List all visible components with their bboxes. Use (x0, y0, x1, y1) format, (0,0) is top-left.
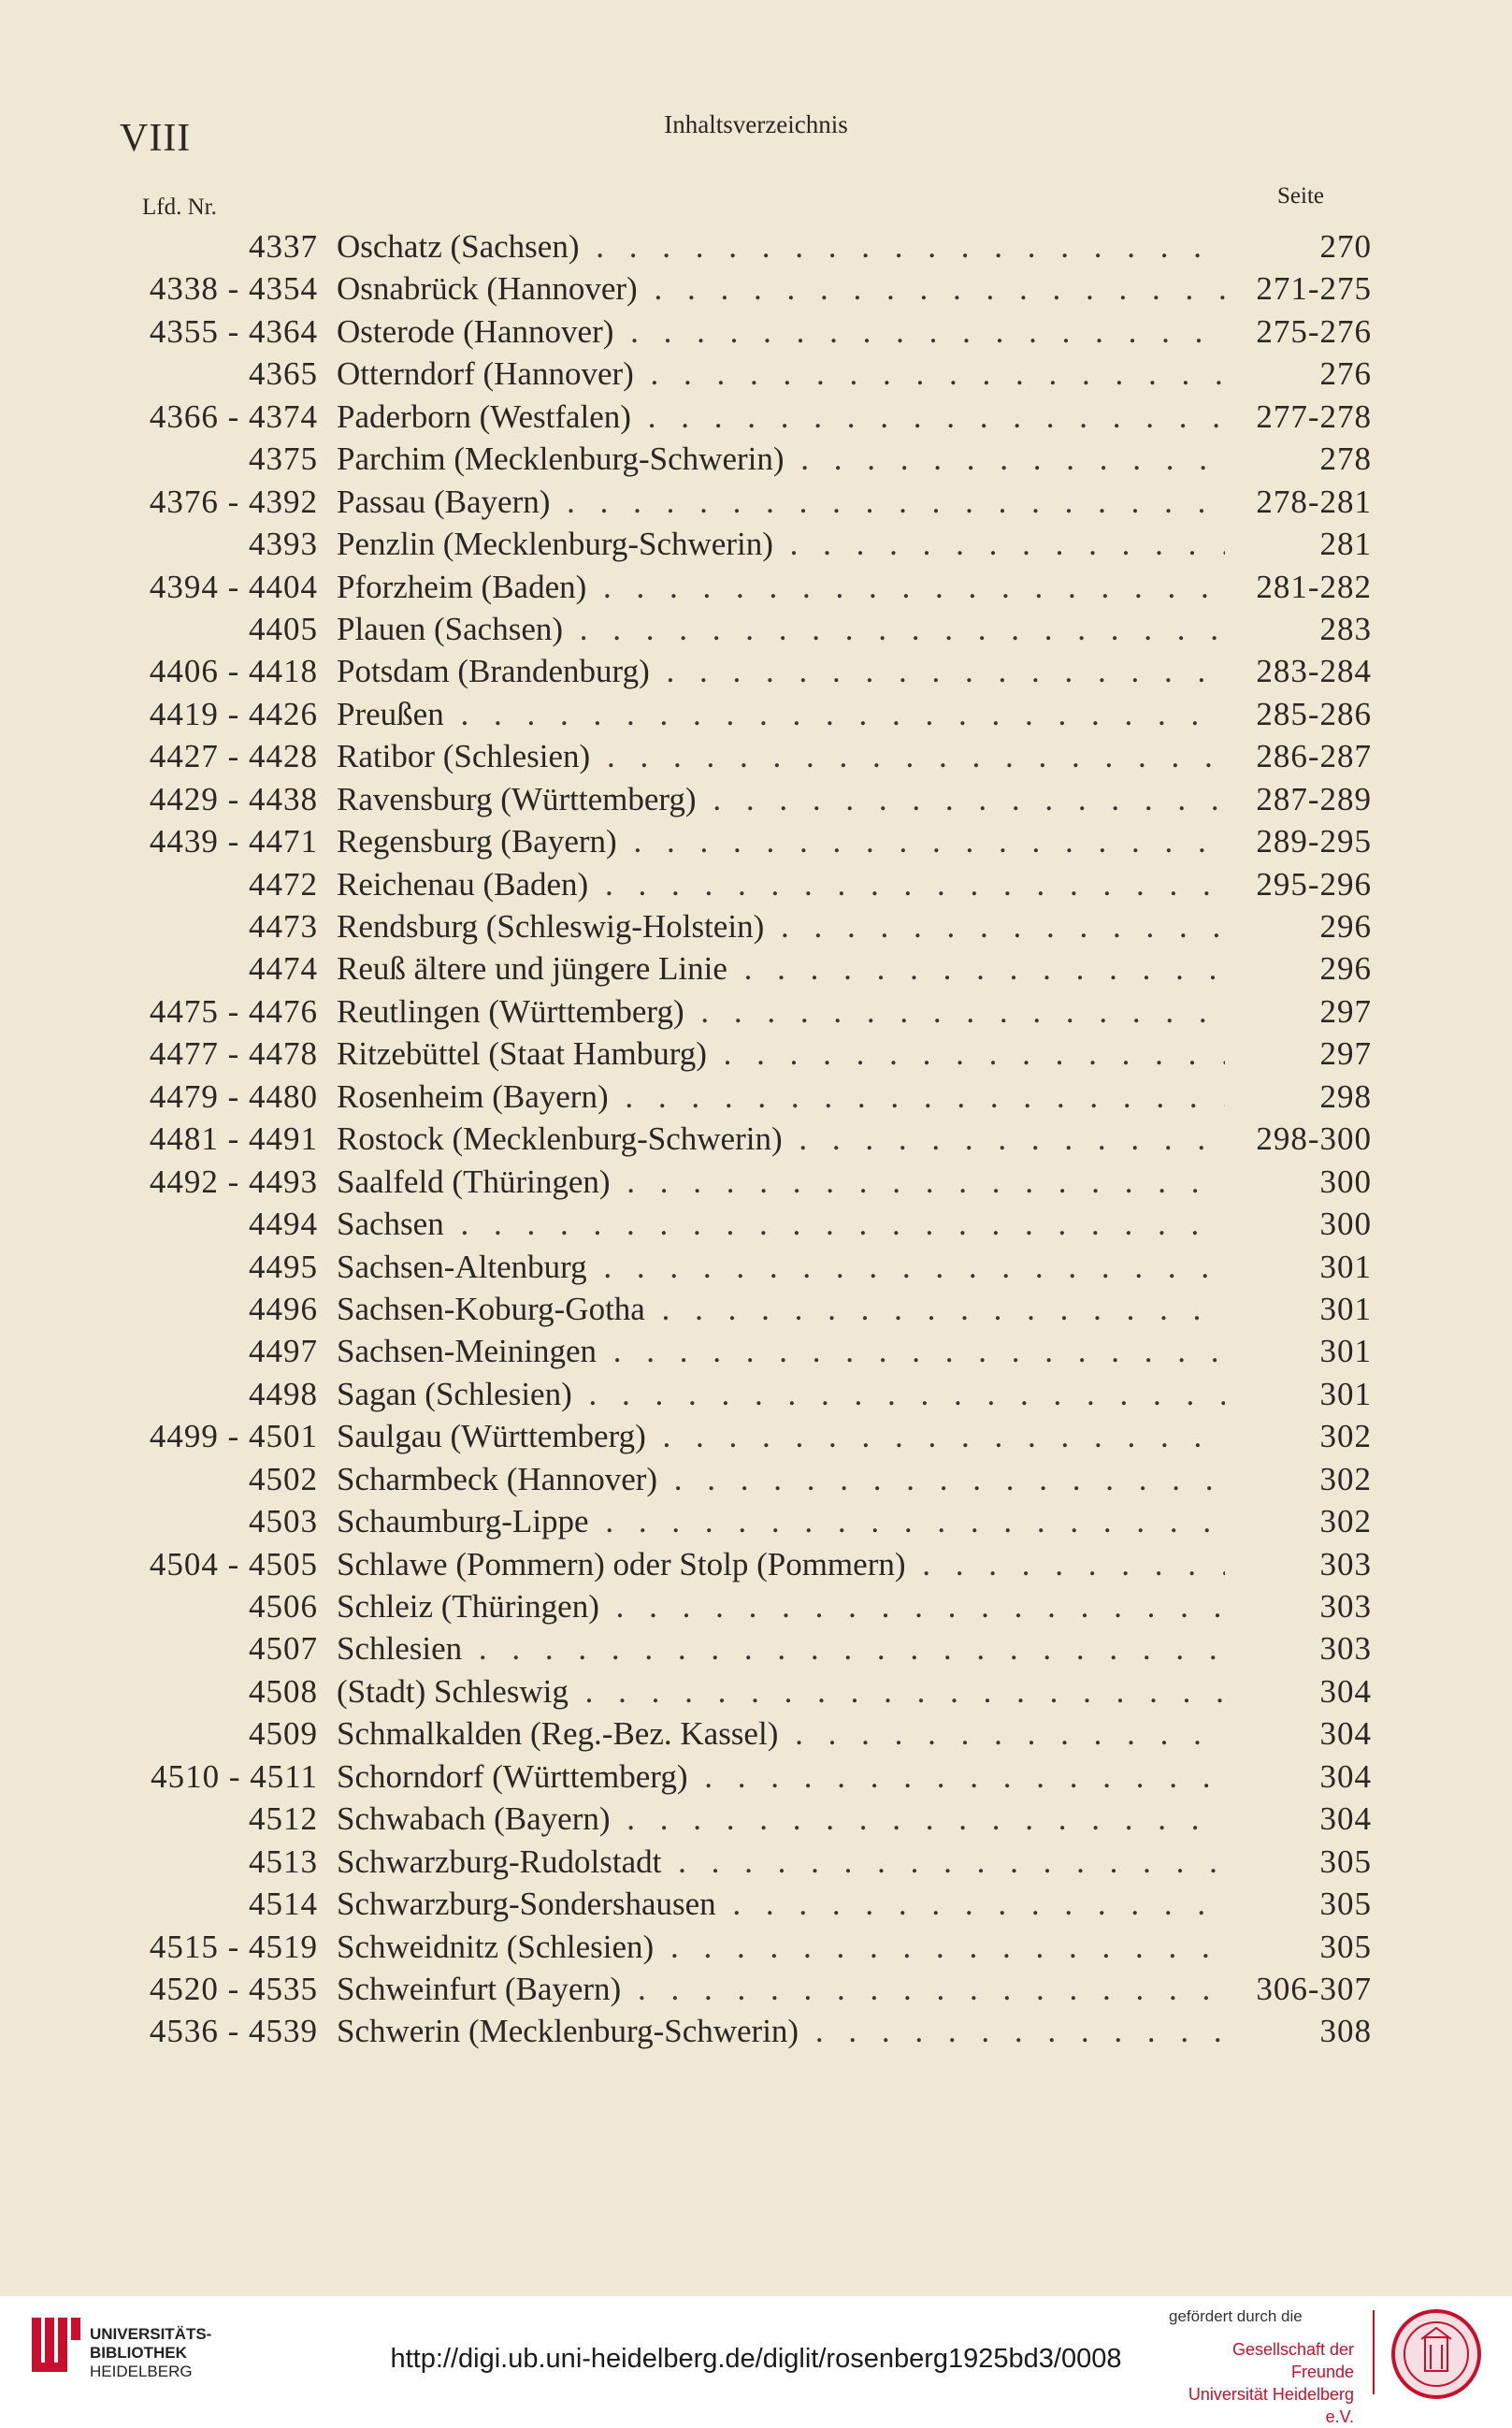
entry-page: 297 (1319, 992, 1372, 1030)
entry-number: 4427 - 4428 (149, 738, 318, 775)
entry-number: 4499 - 4501 (149, 1418, 318, 1455)
entry-name: Reutlingen (Württemberg) . . . (337, 993, 1225, 1031)
entry-name: Sagan (Schlesien) . . . (337, 1376, 1225, 1413)
toc-entry (0, 1418, 1512, 1460)
entry-number: 4496 (249, 1290, 318, 1327)
entry-name: Schlesien . . . (337, 1630, 1225, 1668)
entry-page: 275-276 (1256, 312, 1372, 350)
entry-page: 276 (1319, 355, 1372, 393)
entry-number: 4429 - 4438 (149, 780, 318, 817)
running-head: Inhaltsverzeichnis (664, 110, 848, 138)
entry-page: 298-300 (1256, 1120, 1372, 1158)
toc-entry (0, 1929, 1512, 1971)
sponsor-label: gefördert durch die (1169, 2307, 1303, 2325)
entry-number: 4515 - 4519 (149, 1928, 318, 1965)
entry-name: Passau (Bayern) . . . (337, 484, 1225, 521)
university-seal-icon (1390, 2307, 1483, 2401)
entry-page: 278-281 (1256, 483, 1372, 520)
entry-number: 4497 (249, 1333, 318, 1370)
entry-name: Schwarzburg-Rudolstadt . . . (337, 1843, 1225, 1881)
entry-number: 4513 (249, 1843, 318, 1880)
entry-page: 298 (1319, 1077, 1372, 1115)
toc-entry (0, 1971, 1512, 2013)
entry-name: Osnabrück (Hannover) . . . (337, 270, 1225, 308)
entry-number: 4481 - 4491 (149, 1120, 318, 1158)
entry-name: Potsdam (Brandenburg) . . . (337, 653, 1225, 690)
entry-number: 4393 (249, 526, 318, 563)
entry-page: 303 (1319, 1545, 1372, 1583)
entry-number: 4366 - 4374 (149, 397, 318, 435)
entry-number: 4474 (249, 950, 318, 988)
entry-page: 304 (1319, 1715, 1372, 1753)
toc-entry (0, 653, 1512, 695)
toc-entry (0, 1843, 1512, 1886)
entry-name: Ratibor (Schlesien) . . . (337, 738, 1225, 775)
entry-page: 305 (1319, 1843, 1372, 1880)
toc-entry (0, 696, 1512, 738)
entry-page: 278 (1319, 441, 1372, 478)
entry-page: 303 (1319, 1588, 1372, 1625)
entry-page: 283-284 (1256, 653, 1372, 690)
toc-entry (0, 1715, 1512, 1757)
entry-number: 4439 - 4471 (149, 823, 318, 860)
toc-entry (0, 1758, 1512, 1800)
sponsor-line-2: Universität Heidelberg e.V. (1188, 2385, 1354, 2426)
entry-name: Rosenheim (Bayern) . . . (337, 1078, 1225, 1116)
entry-name: Penzlin (Mecklenburg-Schwerin) . . . (337, 526, 1225, 563)
entry-page: 300 (1319, 1163, 1372, 1200)
toc-entry (0, 1120, 1512, 1163)
entry-number: 4338 - 4354 (149, 270, 318, 308)
entry-number: 4502 (249, 1460, 318, 1497)
toc-entry (0, 526, 1512, 568)
page-number: VIII (120, 117, 192, 160)
toc-entry (0, 1333, 1512, 1375)
entry-page: 286-287 (1256, 738, 1372, 775)
entry-name: Scharmbeck (Hannover) . . . (337, 1461, 1225, 1498)
entry-number: 4495 (249, 1248, 318, 1285)
sponsor-line-1: Gesellschaft der Freunde (1231, 2340, 1354, 2381)
entry-name: Osterode (Hannover) . . . (337, 313, 1225, 351)
entry-number: 4504 - 4505 (149, 1545, 318, 1583)
entry-page: 304 (1319, 1757, 1372, 1795)
entry-name: Schwarzburg-Sondershausen . . . (337, 1886, 1225, 1923)
entry-number: 4520 - 4535 (149, 1970, 318, 2007)
entry-number: 4503 (249, 1503, 318, 1540)
entry-page: 277-278 (1256, 397, 1372, 435)
toc-entry (0, 1249, 1512, 1291)
entry-number: 4514 (249, 1886, 318, 1923)
entry-name: Rendsburg (Schleswig-Holstein) . . . (337, 908, 1225, 946)
toc-entry (0, 1035, 1512, 1077)
entry-page: 306-307 (1256, 1970, 1372, 2007)
toc-entry (0, 611, 1512, 653)
entry-number: 4508 (249, 1672, 318, 1710)
toc-entry (0, 228, 1512, 270)
entry-name: (Stadt) Schleswig . . . (337, 1673, 1225, 1711)
entry-page: 304 (1319, 1800, 1372, 1838)
entry-number: 4475 - 4476 (149, 992, 318, 1030)
entry-name: Schweidnitz (Schlesien) . . . (337, 1929, 1225, 1966)
entry-page: 302 (1319, 1503, 1372, 1540)
toc-entry (0, 1588, 1512, 1630)
entry-number: 4512 (249, 1800, 318, 1838)
entry-number: 4355 - 4364 (149, 312, 318, 350)
entry-name: Plauen (Sachsen) . . . (337, 611, 1225, 648)
toc-entry (0, 1376, 1512, 1418)
entry-number: 4492 - 4493 (149, 1163, 318, 1200)
entry-page: 300 (1319, 1206, 1372, 1243)
entry-name: Otterndorf (Hannover) . . . (337, 355, 1225, 393)
toc-entry (0, 781, 1512, 823)
entry-page: 296 (1319, 908, 1372, 945)
table-of-contents (0, 228, 1512, 2056)
entry-number: 4394 - 4404 (149, 568, 318, 605)
entry-name: Regensburg (Bayern) . . . (337, 823, 1225, 860)
toc-entry (0, 569, 1512, 611)
entry-page: 302 (1319, 1418, 1372, 1455)
entry-name: Ravensburg (Württemberg) . . . (337, 781, 1225, 818)
toc-entry (0, 1206, 1512, 1248)
toc-entry (0, 866, 1512, 908)
entry-page: 270 (1319, 228, 1372, 265)
entry-name: Rostock (Mecklenburg-Schwerin) . . . (337, 1120, 1225, 1158)
entry-number: 4376 - 4392 (149, 483, 318, 520)
toc-entry (0, 398, 1512, 441)
toc-entry (0, 908, 1512, 950)
entry-number: 4498 (249, 1375, 318, 1412)
toc-entry (0, 993, 1512, 1035)
entry-name: Pforzheim (Baden) . . . (337, 569, 1225, 606)
entry-number: 4536 - 4539 (149, 2013, 318, 2050)
toc-entry (0, 1886, 1512, 1928)
entry-page: 297 (1319, 1035, 1372, 1073)
library-line-2: BIBLIOTHEK (90, 2344, 187, 2362)
toc-entry (0, 1503, 1512, 1545)
entry-name: Reuß ältere und jüngere Linie . . . (337, 950, 1225, 988)
entry-page: 287-289 (1256, 780, 1372, 817)
entry-number: 4406 - 4418 (149, 653, 318, 690)
column-header-page: Seite (1277, 183, 1324, 209)
entry-page: 304 (1319, 1672, 1372, 1710)
entry-number: 4494 (249, 1206, 318, 1243)
entry-number: 4509 (249, 1715, 318, 1753)
toc-entry (0, 441, 1512, 483)
entry-page: 301 (1319, 1248, 1372, 1285)
toc-entry (0, 1291, 1512, 1333)
entry-name: Schlawe (Pommern) oder Stolp (Pommern) . . . (337, 1546, 1225, 1583)
entry-page: 289-295 (1256, 823, 1372, 860)
sponsor-name (1167, 2338, 1354, 2428)
entry-number: 4477 - 4478 (149, 1035, 318, 1073)
toc-entry (0, 1461, 1512, 1503)
toc-entry (0, 823, 1512, 865)
entry-page: 295-296 (1256, 865, 1372, 903)
entry-page: 296 (1319, 950, 1372, 988)
entry-page: 283 (1319, 610, 1372, 647)
entry-number: 4510 - 4511 (151, 1757, 318, 1795)
library-line-1: UNIVERSITÄTS- (90, 2325, 212, 2343)
entry-page: 301 (1319, 1333, 1372, 1370)
entry-number: 4506 (249, 1588, 318, 1625)
permalink-url[interactable]: http://digi.ub.uni-heidelberg.de/diglit/rosenberg1925bd3/0008 (390, 2344, 1122, 2374)
entry-page: 301 (1319, 1290, 1372, 1327)
entry-name: Reichenau (Baden) . . . (337, 866, 1225, 903)
entry-page: 285-286 (1256, 695, 1372, 732)
entry-name: Schwabach (Bayern) . . . (337, 1800, 1225, 1838)
entry-name: Schmalkalden (Reg.-Bez. Kassel) . . . (337, 1715, 1225, 1753)
entry-page: 308 (1319, 2013, 1372, 2050)
entry-name: Schaumburg-Lippe . . . (337, 1503, 1225, 1540)
toc-entry (0, 2013, 1512, 2055)
entry-name: Sachsen-Koburg-Gotha . . . (337, 1291, 1225, 1328)
entry-number: 4473 (249, 908, 318, 945)
entry-number: 4365 (249, 355, 318, 393)
entry-name: Ritzebüttel (Staat Hamburg) . . . (337, 1035, 1225, 1073)
entry-name: Saulgau (Württemberg) . . . (337, 1418, 1225, 1455)
entry-number: 4507 (249, 1630, 318, 1668)
entry-name: Saalfeld (Thüringen) . . . (337, 1163, 1225, 1201)
entry-name: Schorndorf (Württemberg) . . . (337, 1758, 1225, 1796)
entry-page: 305 (1319, 1928, 1372, 1965)
entry-page: 305 (1319, 1886, 1372, 1923)
entry-page: 303 (1319, 1630, 1372, 1668)
entry-name: Schwerin (Mecklenburg-Schwerin) . . . (337, 2013, 1225, 2050)
entry-number: 4479 - 4480 (149, 1077, 318, 1115)
toc-entry (0, 1078, 1512, 1120)
entry-page: 281 (1319, 526, 1372, 563)
toc-entry (0, 1163, 1512, 1206)
toc-entry (0, 313, 1512, 355)
entry-number: 4472 (249, 865, 318, 903)
entry-number: 4419 - 4426 (149, 695, 318, 732)
entry-number: 4405 (249, 610, 318, 647)
toc-entry (0, 1630, 1512, 1672)
toc-entry (0, 1800, 1512, 1843)
toc-entry (0, 1673, 1512, 1715)
entry-page: 301 (1319, 1375, 1372, 1412)
entry-page: 271-275 (1256, 270, 1372, 308)
sponsor-divider (1373, 2310, 1375, 2394)
entry-name: Preußen . . . (337, 696, 1225, 733)
entry-page: 281-282 (1256, 568, 1372, 605)
library-line-3: HEIDELBERG (90, 2363, 193, 2380)
toc-entry (0, 950, 1512, 992)
entry-name: Paderborn (Westfalen) . . . (337, 398, 1225, 436)
toc-entry (0, 484, 1512, 526)
entry-name: Parchim (Mecklenburg-Schwerin) . . . (337, 441, 1225, 478)
entry-number: 4375 (249, 441, 318, 478)
toc-entry (0, 355, 1512, 397)
entry-name: Sachsen-Meiningen . . . (337, 1333, 1225, 1370)
column-header-number: Lfd. Nr. (142, 195, 217, 220)
entry-name: Oschatz (Sachsen) . . . (337, 228, 1225, 266)
entry-number: 4337 (249, 228, 318, 265)
entry-name: Sachsen . . . (337, 1206, 1225, 1243)
entry-page: 302 (1319, 1460, 1372, 1497)
entry-name: Sachsen-Altenburg . . . (337, 1249, 1225, 1286)
entry-name: Schleiz (Thüringen) . . . (337, 1588, 1225, 1626)
toc-entry (0, 270, 1512, 312)
entry-name: Schweinfurt (Bayern) . . . (337, 1971, 1225, 2008)
toc-entry (0, 738, 1512, 780)
toc-entry (0, 1546, 1512, 1588)
